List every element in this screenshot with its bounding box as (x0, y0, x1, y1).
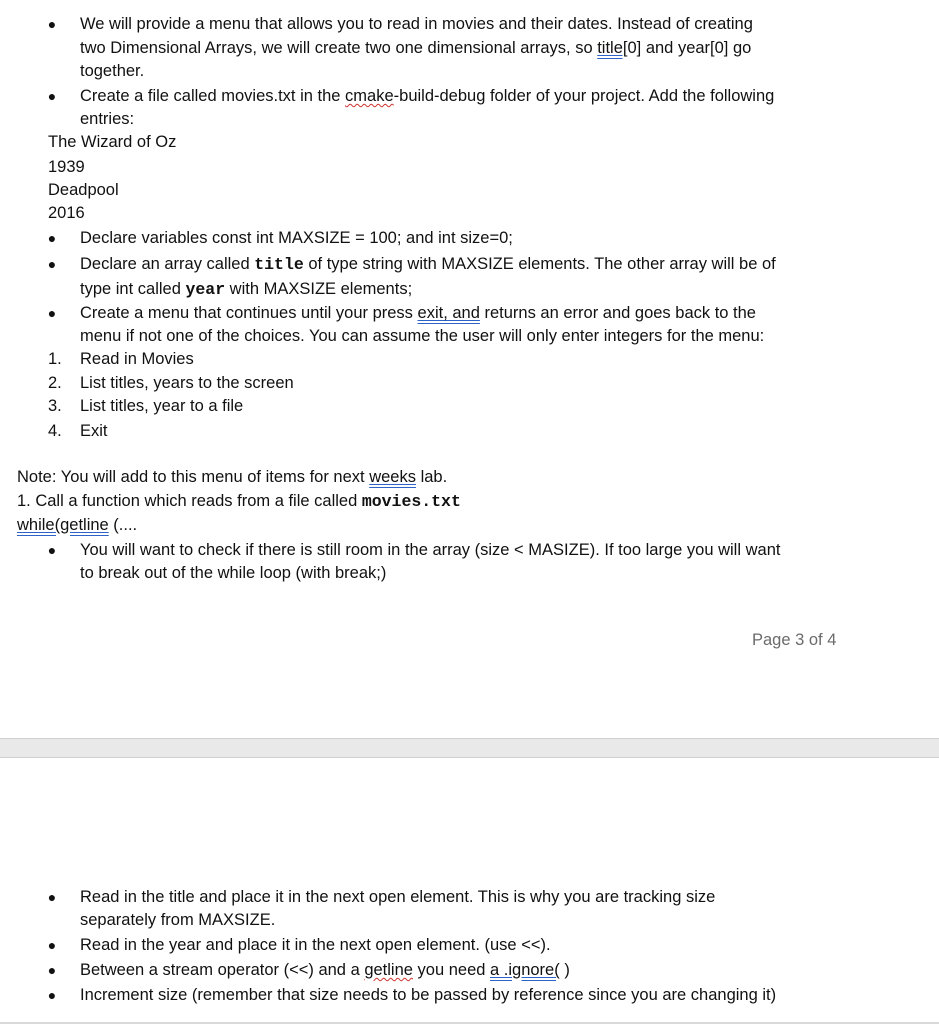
list-number: 4. (48, 422, 62, 440)
bullet-icon: ● (47, 88, 57, 104)
grammar-flag[interactable]: while(getline (17, 516, 109, 534)
text-run: (.... (108, 516, 138, 534)
page-break-gap (0, 738, 939, 758)
menu-item-list-screen: List titles, years to the screen (80, 374, 294, 392)
text-run: returns an error and goes back to the (479, 304, 756, 322)
bullet-icon: ● (47, 937, 57, 953)
entry-line: 2016 (48, 204, 85, 222)
text-run: ) (559, 961, 570, 979)
grammar-flag[interactable]: title[ (597, 39, 628, 57)
note-line-3 (17, 515, 137, 535)
entry-line: 1939 (48, 158, 85, 176)
code-run: year (185, 280, 226, 299)
bullet-5-line-2: menu if not one of the choices. You can assume the user will only enter integers for the menu: (80, 327, 765, 345)
spelling-flag[interactable]: cmake (345, 87, 394, 105)
bullet-1-line-2 (80, 38, 751, 58)
code-run: movies.txt (361, 492, 461, 511)
bullet-icon: ● (47, 889, 57, 905)
spelling-flag[interactable]: getline (364, 961, 413, 979)
text-run: type int called (80, 280, 186, 298)
text-run: Create a file called movies.txt in the (80, 87, 346, 105)
menu-item-exit: Exit (80, 422, 108, 440)
grammar-flag[interactable]: weeks (369, 468, 416, 486)
bullet-7-line-2: separately from MAXSIZE. (80, 911, 276, 929)
document-page-4 (0, 758, 939, 1024)
bullet-6-line-2: to break out of the while loop (with break;) (80, 564, 387, 582)
grammar-flag[interactable]: exit, and (417, 304, 480, 322)
bullet-4-line-1 (80, 254, 776, 275)
bullet-4-line-2 (80, 279, 412, 300)
note-line-2 (17, 491, 461, 512)
list-number: 2. (48, 374, 62, 392)
code-run: title (254, 255, 304, 274)
entry-line: Deadpool (48, 181, 119, 199)
bullet-2-line-1 (80, 86, 774, 106)
bullet-1-line-3: together. (80, 62, 145, 80)
bullet-9-line-1 (80, 960, 570, 980)
bullet-10-line-1: Increment size (remember that size needs to be passed by reference since you are changing it) (80, 986, 777, 1004)
text-run: Create a menu that continues until your press (80, 304, 418, 322)
bullet-icon: ● (47, 542, 57, 558)
grammar-flag[interactable]: a .ignore( (490, 961, 560, 979)
list-number: 1. (48, 350, 62, 368)
entry-line: The Wizard of Oz (48, 133, 177, 151)
text-run: lab. (415, 468, 448, 486)
text-run: two Dimensional Arrays, we will create two one dimensional arrays, so (80, 39, 598, 57)
text-run: you need (412, 961, 491, 979)
text-run: Declare an array called (80, 255, 255, 273)
bullet-6-line-1: You will want to check if there is still room in the array (size < MASIZE). If too large you will want (80, 541, 781, 559)
bullet-8-line-1: Read in the year and place it in the next open element. (use <<). (80, 936, 551, 954)
menu-item-read-movies: Read in Movies (80, 350, 194, 368)
bullet-1-line-1: We will provide a menu that allows you to read in movies and their dates. Instead of creating (80, 15, 753, 33)
text-run: 0] and year[0] go (627, 39, 752, 57)
bullet-icon: ● (47, 230, 57, 246)
text-run: with MAXSIZE elements; (225, 280, 413, 298)
text-run: -build-debug folder of your project. Add the following (393, 87, 775, 105)
list-number: 3. (48, 397, 62, 415)
bullet-icon: ● (47, 305, 57, 321)
bullet-icon: ● (47, 16, 57, 32)
bullet-2-line-2: entries: (80, 110, 135, 128)
bullet-5-line-1 (80, 303, 756, 323)
note-line-1 (17, 467, 447, 487)
menu-item-list-file: List titles, year to a file (80, 397, 244, 415)
page-number: Page 3 of 4 (752, 631, 837, 649)
bullet-icon: ● (47, 256, 57, 272)
text-run: Between a stream operator (<<) and a (80, 961, 365, 979)
bullet-icon: ● (47, 962, 57, 978)
text-run: of type string with MAXSIZE elements. The other array will be of (303, 255, 776, 273)
bullet-icon: ● (47, 987, 57, 1003)
text-run: Note: You will add to this menu of items for next (17, 468, 370, 486)
bullet-7-line-1: Read in the title and place it in the next open element. This is why you are tracking size (80, 888, 716, 906)
bullet-3-line-1: Declare variables const int MAXSIZE = 100; and int size=0; (80, 229, 513, 247)
text-run: 1. Call a function which reads from a file called (17, 492, 362, 510)
